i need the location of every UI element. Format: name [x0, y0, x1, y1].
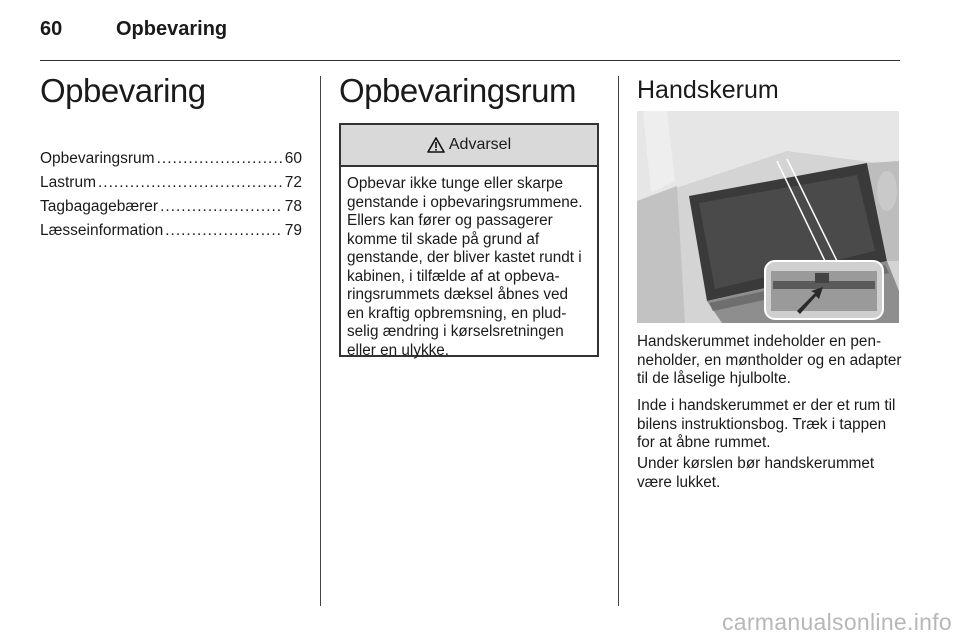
running-title: Opbevaring	[116, 18, 228, 40]
chapter-toc	[40, 150, 302, 246]
warning-label: Advarsel	[448, 136, 512, 153]
toc-entry-label: Læsseinformation	[40, 222, 164, 239]
running-header	[40, 18, 227, 41]
warning-header	[341, 125, 597, 167]
paragraph: Under kørslen bør handskerummet være lukket.	[637, 455, 875, 491]
section-title: Opbevaringsrum	[339, 72, 576, 109]
warning-triangle-icon	[427, 137, 445, 153]
toc-entry[interactable]	[40, 222, 302, 246]
toc-entry[interactable]	[40, 198, 302, 222]
paragraph: Handskerummet indeholder en penneholder, en møntholder og en adapter til de låselige hjulbolte.	[637, 333, 902, 387]
toc-leader-dots	[160, 198, 283, 216]
column-divider	[618, 76, 619, 606]
page-number: 60	[40, 18, 63, 40]
toc-entry-label: Opbevaringsrum	[40, 150, 155, 167]
toc-leader-dots	[157, 150, 283, 168]
toc-entry[interactable]	[40, 174, 302, 198]
paragraph: Inde i handskerummet er der et rum til bilens instruktionsbog. Træk i tappen for at åbne rummet.	[637, 397, 896, 451]
toc-leader-dots	[98, 174, 283, 192]
toc-entry-page: 79	[284, 222, 302, 239]
watermark: carmanualsonline.info	[721, 609, 952, 635]
toc-entry-page: 72	[284, 174, 302, 191]
toc-entry-label: Lastrum	[40, 174, 96, 191]
toc-entry[interactable]	[40, 150, 302, 174]
column-divider	[320, 76, 321, 606]
toc-entry-page: 60	[284, 150, 302, 167]
toc-leader-dots	[165, 222, 283, 240]
toc-entry-label: Tagbagagebærer	[40, 198, 159, 215]
warning-text: Opbevar ikke tunge eller skarpe genstande i opbevaringsrummene. Ellers kan fører og passagerer komme til skade på grund af genstande, der bliver kastet rundt i kabinen, i tilfælde af at opbevaringsrummets dæksel åbnes ved en kraftig opbremsning, en pludselig ændring i kørselsretningen eller en ulykke.	[347, 175, 583, 359]
subsection-title: Handskerum	[637, 76, 779, 104]
warning-box	[339, 123, 599, 357]
header-rule	[40, 60, 900, 61]
chapter-title: Opbevaring	[40, 72, 206, 109]
glovebox-photo	[637, 111, 899, 323]
toc-entry-page: 78	[284, 198, 302, 215]
